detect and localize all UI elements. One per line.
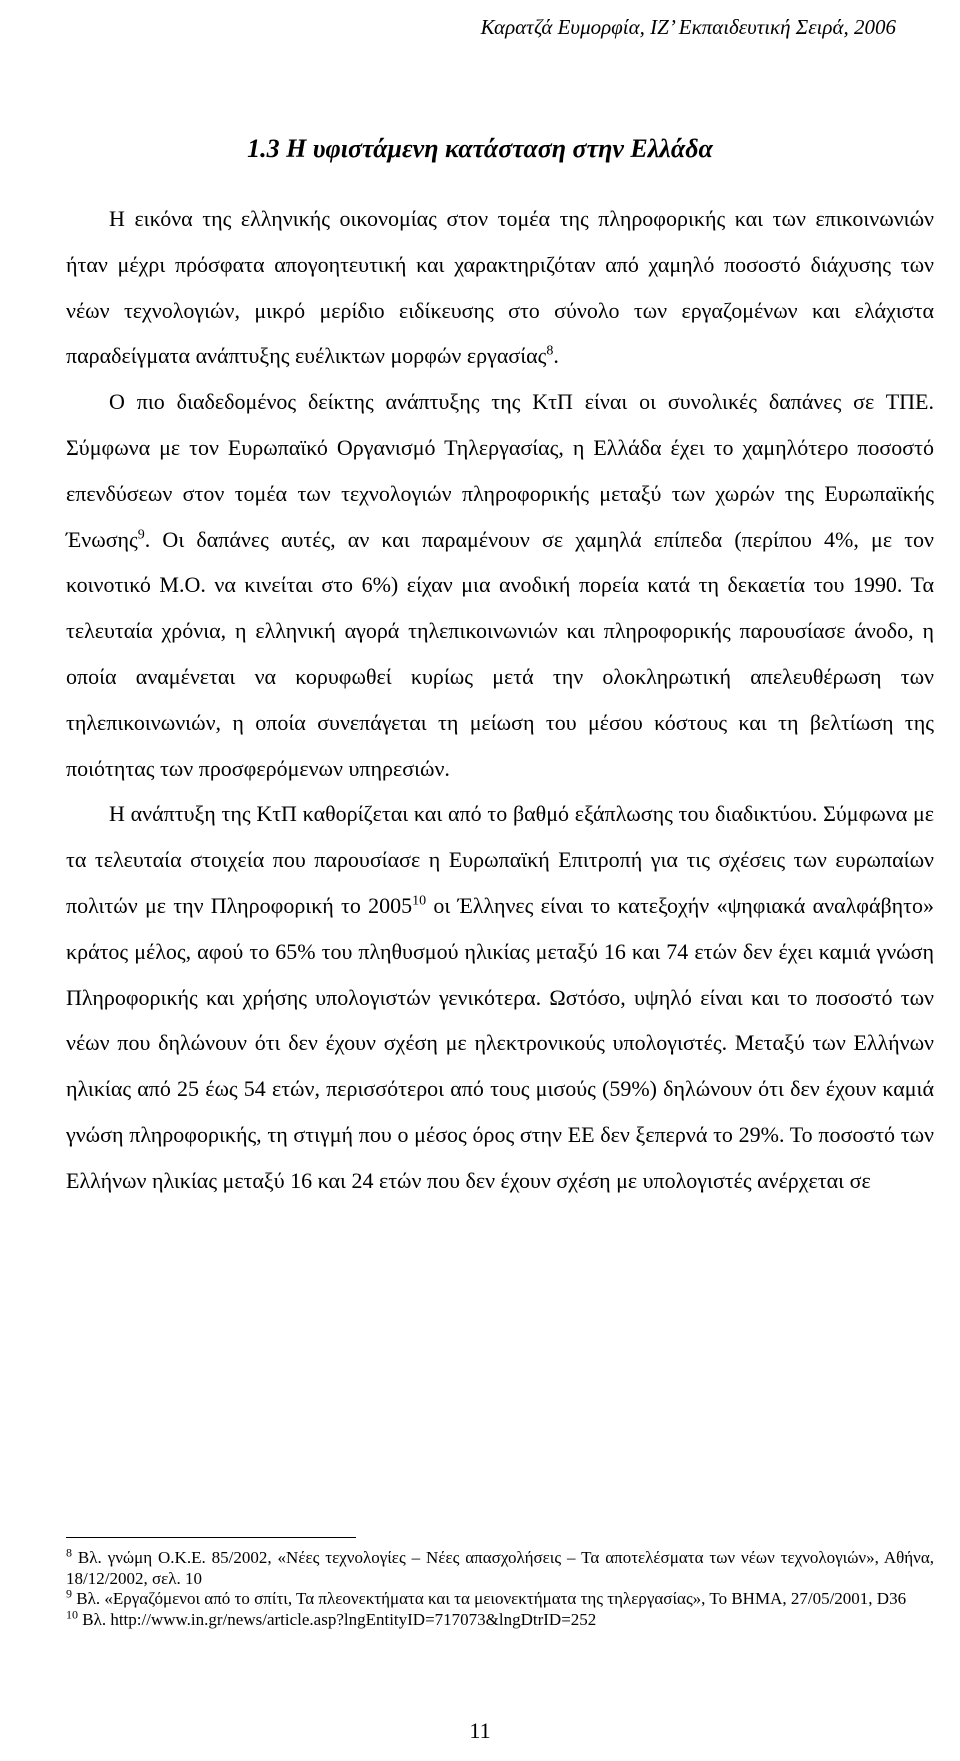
footnote-text: Βλ. γνώμη Ο.Κ.Ε. 85/2002, «Νέες τεχνολογίες – Νέες απασχολήσεις – Τα αποτελέσματα των νέων τεχνολογιών», Αθήνα, 18/12/2002, σελ. 10	[66, 1548, 934, 1588]
footnote	[66, 1545, 934, 1589]
paragraph	[66, 791, 934, 1203]
footnote	[66, 1606, 934, 1631]
paragraph-text: Η ανάπτυξη της ΚτΠ καθορίζεται και από το βαθμό εξάπλωσης του διαδικτύου. Σύμφωνα με τα τελευταία στοιχεία που παρουσίασε η Ευρωπαϊκή Επιτροπή για τις σχέσεις των ευρωπαίων πολιτών με την Πληροφορική το 2005	[66, 801, 934, 918]
page-number: 11	[469, 1718, 491, 1743]
body-text	[66, 196, 934, 1204]
paragraph-text: οι Έλληνες είναι το κατεξοχήν «ψηφιακά αναλφάβητο» κράτος μέλος, αφού το 65% του πληθυσμού ηλικίας μεταξύ 16 και 74 ετών δεν έχει καμιά γνώση Πληροφορικής και χρήσης υπολογιστών γενικότερα. Ωστόσο, υψηλό είναι και το ποσοστό των νέων που δηλώνουν ότι δεν έχουν σχέση με ηλεκτρονικούς υπολογιστές. Μεταξύ των Ελλήνων ηλικίας από 25 έως 54 ετών, περισσότεροι από τους μισούς (59%) δηλώνουν ότι δεν έχουν καμιά γνώση πληροφορικής, τη στιγμή που ο μέσος όρος στην ΕΕ δεν ξεπερνά το 29%. Το ποσοστό των Ελλήνων ηλικίας μεταξύ 16 και 24 ετών που δεν έχουν σχέση με υπολογιστές ανέρχεται σε	[66, 892, 935, 1193]
paragraph-text: Ο πιο διαδεδομένος δείκτης ανάπτυξης της ΚτΠ είναι οι συνολικές δαπάνες σε ΤΠΕ. Σύμφωνα με τον Ευρωπαϊκό Οργανισμό Τηλεργασίας, η Ελλάδα έχει το χαμηλότερο ποσοστό επενδύσεων στον τομέα των τεχνολογιών πληροφορικής μεταξύ των χωρών της Ευρωπαϊκής Ένωσης	[66, 389, 934, 552]
paragraph	[66, 196, 934, 379]
paragraph	[66, 379, 934, 791]
footnote-number: 9	[66, 1586, 72, 1601]
footnote-number: 8	[66, 1545, 72, 1560]
footnote-text: Βλ. http://www.in.gr/news/article.asp?lngEntityID=717073&lngDtrID=252	[78, 1609, 597, 1629]
paragraph-text: Η εικόνα της ελληνικής οικονομίας στον τομέα της πληροφορικής και των επικοινωνιών ήταν μέχρι πρόσφατα απογοητευτική και χαρακτηριζόταν από χαμηλό ποσοστό διάχυσης των νέων τεχνολογιών, μικρό μερίδιο ειδίκευσης στο σύνολο των εργαζομένων και ελάχιστα παραδείγματα ανάπτυξης ευέλικτων μορφών εργασίας	[66, 206, 934, 369]
paragraph-text: . Οι δαπάνες αυτές, αν και παραμένουν σε χαμηλά επίπεδα (περίπου 4%, με τον κοινοτικό Μ.Ο. να κινείται στο 6%) είχαν μια ανοδική πορεία κατά τη δεκαετία του 1990. Τα τελευταία χρόνια, η ελληνική αγορά τηλεπικοινωνιών και πληροφορικής παρουσίασε άνοδο, η οποία αναμένεται να κορυφωθεί κυρίως μετά την ολοκληρωτική απελευθέρωση των τηλεπικοινωνιών, η οποία συνεπάγεται τη μείωση του μέσου κόστους και τη βελτίωση της ποιότητας των προσφερόμενων υπηρεσιών.	[66, 526, 934, 781]
running-header: Καρατζά Ευμορφία, ΙΖ’ Εκπαιδευτική Σειρά, 2006	[480, 15, 896, 39]
footnote	[66, 1586, 934, 1610]
footnote-number: 10	[66, 1606, 78, 1621]
footnotes	[66, 1545, 934, 1630]
paragraph-text: .	[553, 343, 559, 369]
footnote-reference: 8	[546, 344, 554, 360]
section-heading: 1.3 Η υφιστάμενη κατάσταση στην Ελλάδα	[247, 134, 713, 163]
footnote-text: Βλ. «Εργαζόμενοι από το σπίτι, Τα πλεονεκτήματα και τα μειονεκτήματα της τηλεργασίας», Το ΒΗΜΑ, 27/05/2001, D36	[72, 1589, 907, 1608]
footnote-reference: 9	[137, 527, 145, 543]
footnote-separator	[66, 1537, 356, 1538]
footnote-reference: 10	[412, 893, 427, 909]
